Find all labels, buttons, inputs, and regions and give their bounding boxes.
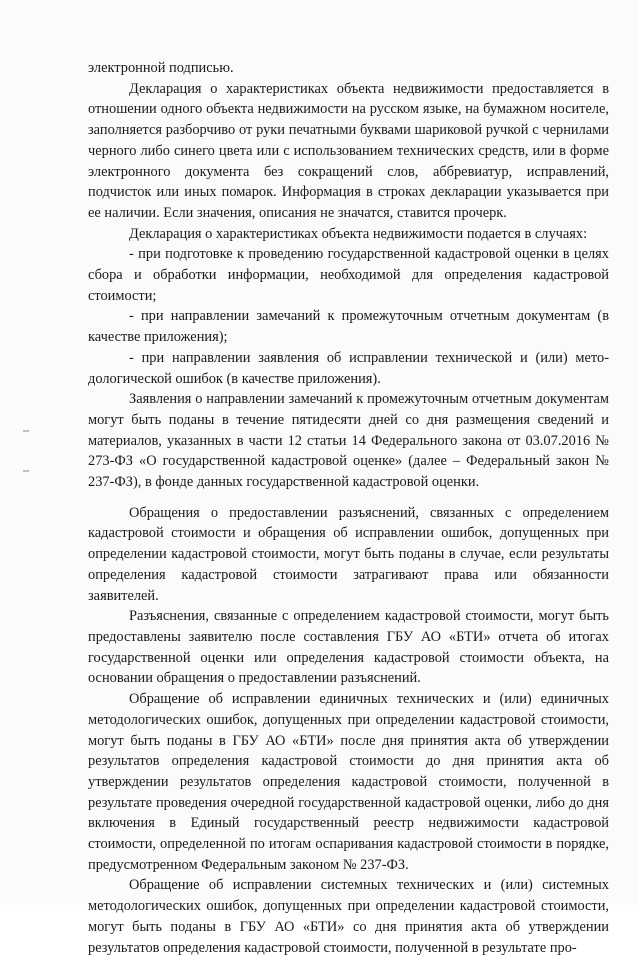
scan-artifact (23, 430, 29, 432)
scan-artifact (23, 470, 29, 472)
paragraph-declaration-cases: Декларация о характеристиках объекта недвижимости подается в случаях: (129, 225, 588, 242)
paragraph-system-errors: Обращение об исправлении системных технических и (или) системных методологических ошибок, допущенных при определении кадастровой стоимости, могут быть поданы в ГБУ АО «БТИ» со дня принятия акта об утверждении результатов определения кадастровой стоимости, полученной в результате про- (88, 877, 609, 956)
paragraph-clarifications-provided: Разъяснения, связанные с определением кадастровой стоимости, могут быть предоставлены заявителю после составления ГБУ АО «БТИ» отчета об итогах государственной оценки или определения кадастровой стоимости объекта, на основании обращения о предоставлении разъяснений. (88, 608, 609, 687)
document-body (88, 58, 609, 958)
paragraph-remarks-deadline: Заявления о направлении замечаний к промежуточным отчетным документам могут быть поданы в течение пятидесяти дней со дня размещения сведений и материалов, указанных в части 12 статьи 14 Федерального закона от 03.07.2016 № 273-ФЗ «О государственной кадастровой оценке» (далее – Федеральный закон № 237-ФЗ), в фонде данных государственной кадастровой оценки. (88, 391, 609, 491)
list-item-error-correction: - при направлении заявления об исправлении технической и (или) методологической ошибок (в качестве приложения). (88, 349, 609, 387)
paragraph-clarification-requests: Обращения о предоставлении разъяснений, связанных с определением кадастровой стоимости и обращения об исправлении ошибок, допущенных при определении кадастровой стоимости, могут быть поданы в случае, если результаты определения кадастровой стоимости затрагивают права или обязанности заявителей. (88, 504, 609, 604)
list-item-cadastral-valuation: - при подготовке к проведению государственной кадастровой оценки в целях сбора и обработки информации, необходимой для определения кадастровой стоимости; (88, 246, 609, 304)
paragraph-single-errors: Обращение об исправлении единичных технических и (или) единичных методологических ошибок, допущенных при определении кадастровой стоимости, могут быть поданы в ГБУ АО «БТИ» после дня принятия акта об утверждении результатов определения кадастровой стоимости до дня принятия акта об утверждении результатов определения кадастровой стоимости, полученной в результате проведения очередной государственной кадастровой оценки, либо до дня включения в Единый государственный реестр недвижимости кадастровой стоимости, определенной по итогам оспаривания кадастровой стоимости в порядке, предусмотренном Федеральным законом № 237-ФЗ. (88, 691, 609, 873)
paragraph-intro-tail: электронной подписью. (88, 60, 234, 76)
paragraph-declaration-format: Декларация о характеристиках объекта недвижимости предоставляется в отношении одного объекта недвижимости на русском языке, на бумажном носителе, заполняется разборчиво от руки печатными буквами шариковой ручкой с чернилами черного либо синего цвета или с использованием технических средств, или в форме электронного документа без сокращений слов, аббревиатур, исправлений, подчисток или иных помарок. Информация в строках декларации указывается при ее наличии. Если значения, описания не значатся, ставится прочерк. (88, 80, 609, 221)
list-item-interim-remarks: - при направлении замечаний к промежуточным отчетным документам (в качестве приложения); (88, 308, 609, 346)
